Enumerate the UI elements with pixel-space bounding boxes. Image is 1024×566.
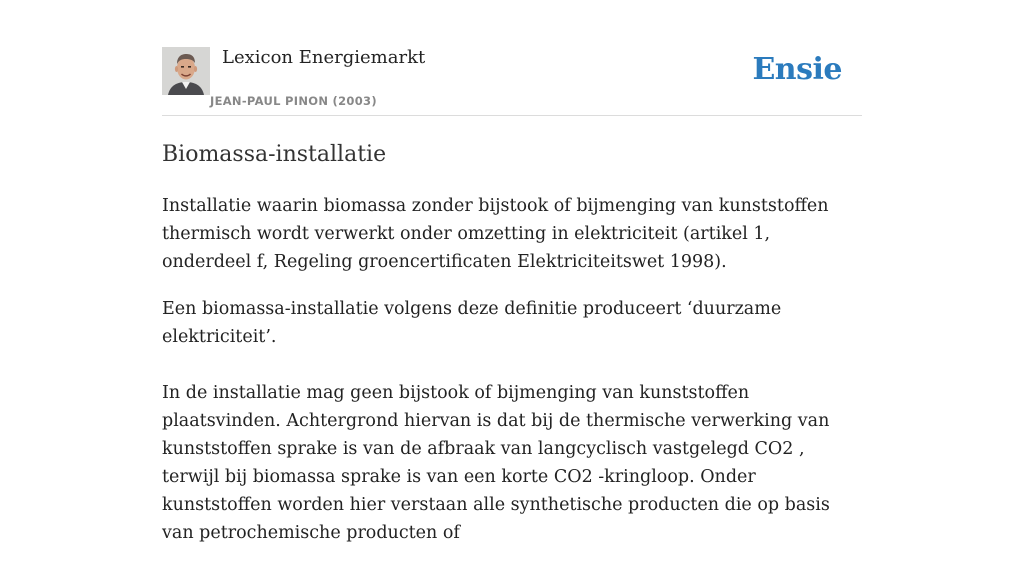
paragraph: Installatie waarin biomassa zonder bijstook of bijmenging van kunststoffen thermisch wordt verwerkt onder omzetting in elektriciteit (artikel 1, onderdeel f, Regeling groencertificaten Elektriciteitswet 1998). <box>162 196 829 272</box>
article-body <box>162 192 862 566</box>
avatar-portrait-icon <box>162 47 210 95</box>
paragraph: Een biomassa-installatie volgens deze definitie produceert ‘duurzame elektriciteit’. <box>162 299 782 347</box>
term-title: Biomassa-installatie <box>162 142 387 167</box>
author-name[interactable]: JEAN-PAUL PINON (2003) <box>210 94 377 108</box>
paragraph: In de installatie mag geen bijstook of bijmenging van kunststoffen plaatsvinden. Achtergrond hiervan is dat bij de thermische verwerking van kunststoffen sprake is van de afbraak van langcyclisch vastgelegd CO2 , terwijl bij biomassa sprake is van een korte CO2 -kringloop. Onder kunststoffen worden hier verstaan alle synthetische producten die op basis van petrochemische producten of <box>162 383 830 543</box>
brand-logo[interactable]: Ensie <box>752 52 842 87</box>
header <box>162 0 862 116</box>
author-avatar[interactable] <box>162 47 210 95</box>
lexicon-title[interactable]: Lexicon Energiemarkt <box>222 47 426 68</box>
page <box>162 0 862 543</box>
